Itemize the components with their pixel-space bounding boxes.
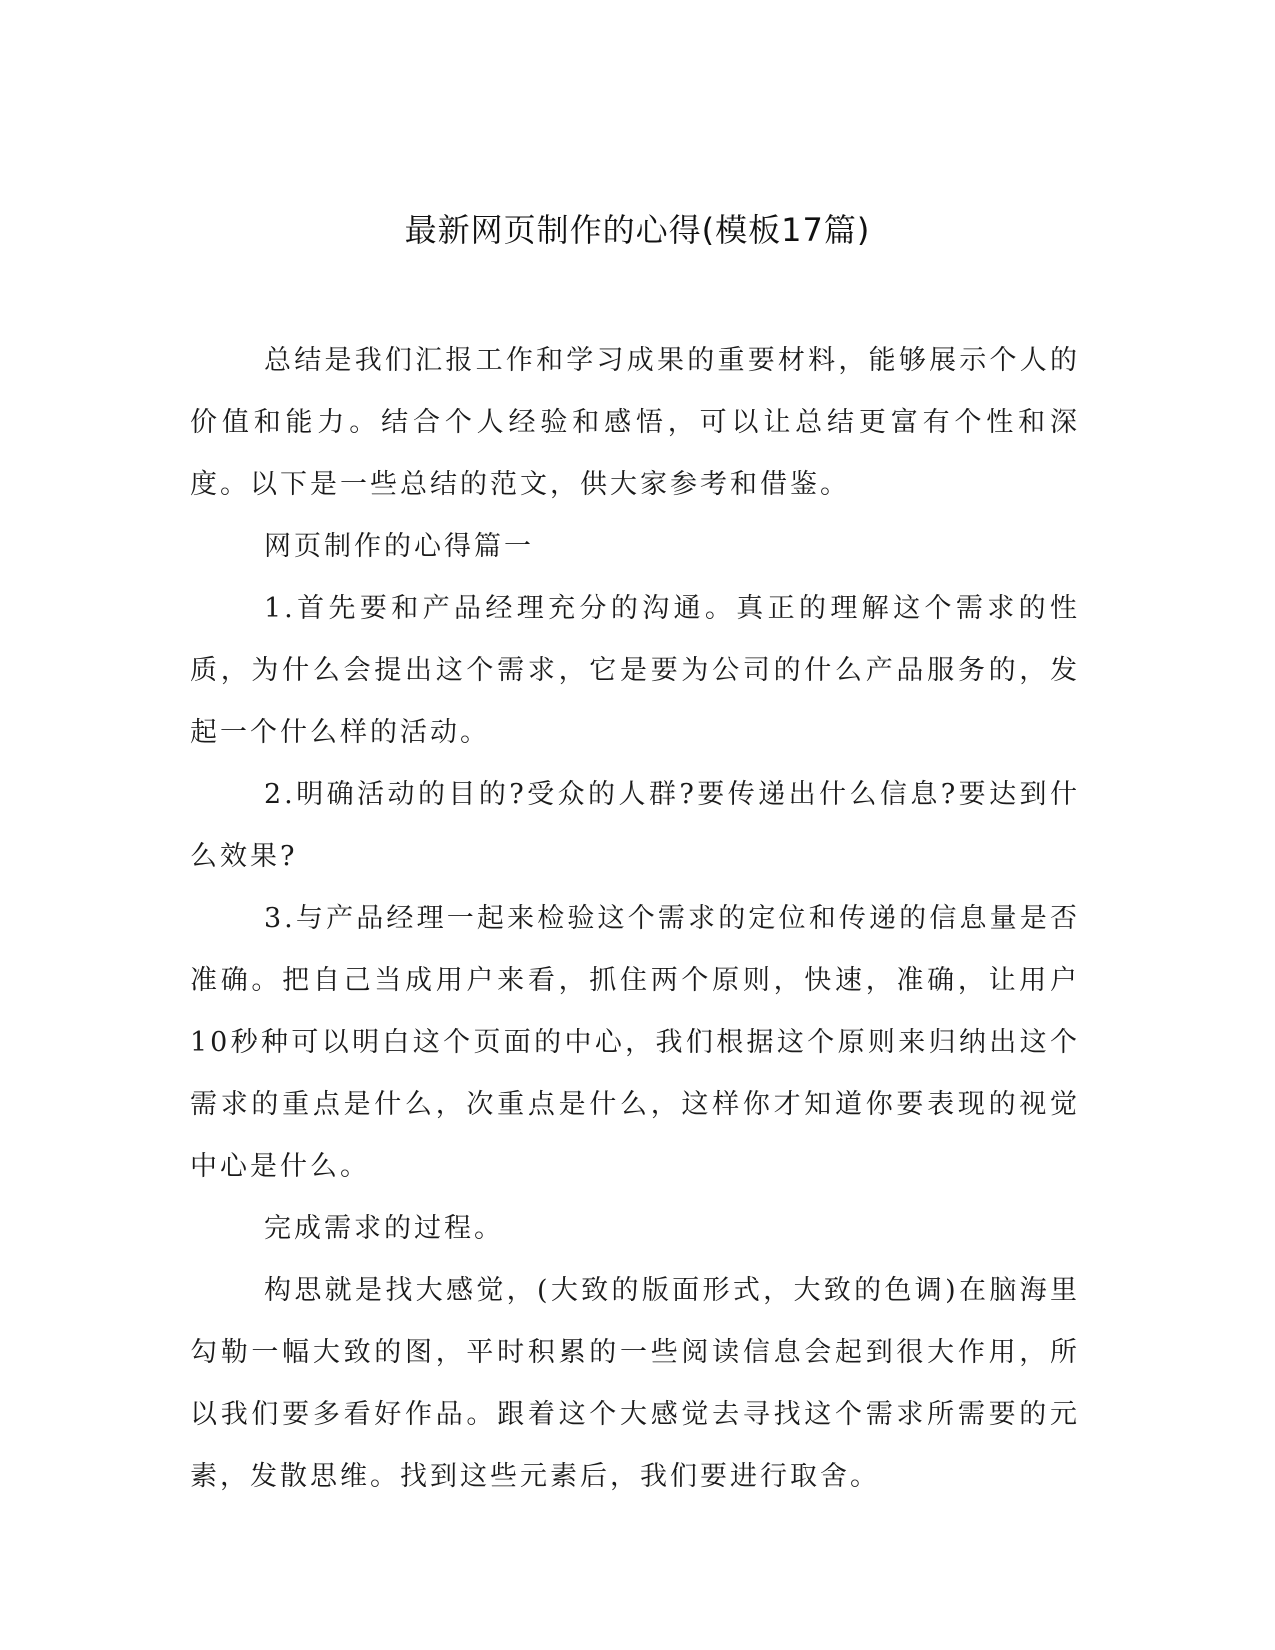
point-3-paragraph: 3.与产品经理一起来检验这个需求的定位和传递的信息量是否准确。把自己当成用户来看，抓住两个原则，快速，准确，让用户10秒种可以明白这个页面的中心，我们根据这个原则来归纳出这个需求的重点是什么，次重点是什么，这样你才知道你要表现的视觉中心是什么。 — [190, 903, 1080, 1182]
process-heading: 完成需求的过程。 — [264, 1213, 504, 1244]
point-1-paragraph: 1.首先要和产品经理充分的沟通。真正的理解这个需求的性质，为什么会提出这个需求，它是要为公司的什么产品服务的，发起一个什么样的活动。 — [190, 593, 1080, 748]
concept-paragraph: 构思就是找大感觉，(大致的版面形式，大致的色调)在脑海里勾勒一幅大致的图，平时积累的一些阅读信息会起到很大作用，所以我们要多看好作品。跟着这个大感觉去寻找这个需求所需要的元素，发散思维。找到这些元素后，我们要进行取舍。 — [190, 1275, 1080, 1492]
document-title: 最新网页制作的心得(模板17篇) — [404, 211, 871, 249]
section-heading: 网页制作的心得篇一 — [264, 531, 534, 562]
intro-paragraph: 总结是我们汇报工作和学习成果的重要材料，能够展示个人的价值和能力。结合个人经验和感悟，可以让总结更富有个性和深度。以下是一些总结的范文，供大家参考和借鉴。 — [190, 345, 1080, 500]
point-2-paragraph: 2.明确活动的目的?受众的人群?要传递出什么信息?要达到什么效果? — [190, 779, 1080, 872]
document-body — [190, 330, 1080, 1508]
